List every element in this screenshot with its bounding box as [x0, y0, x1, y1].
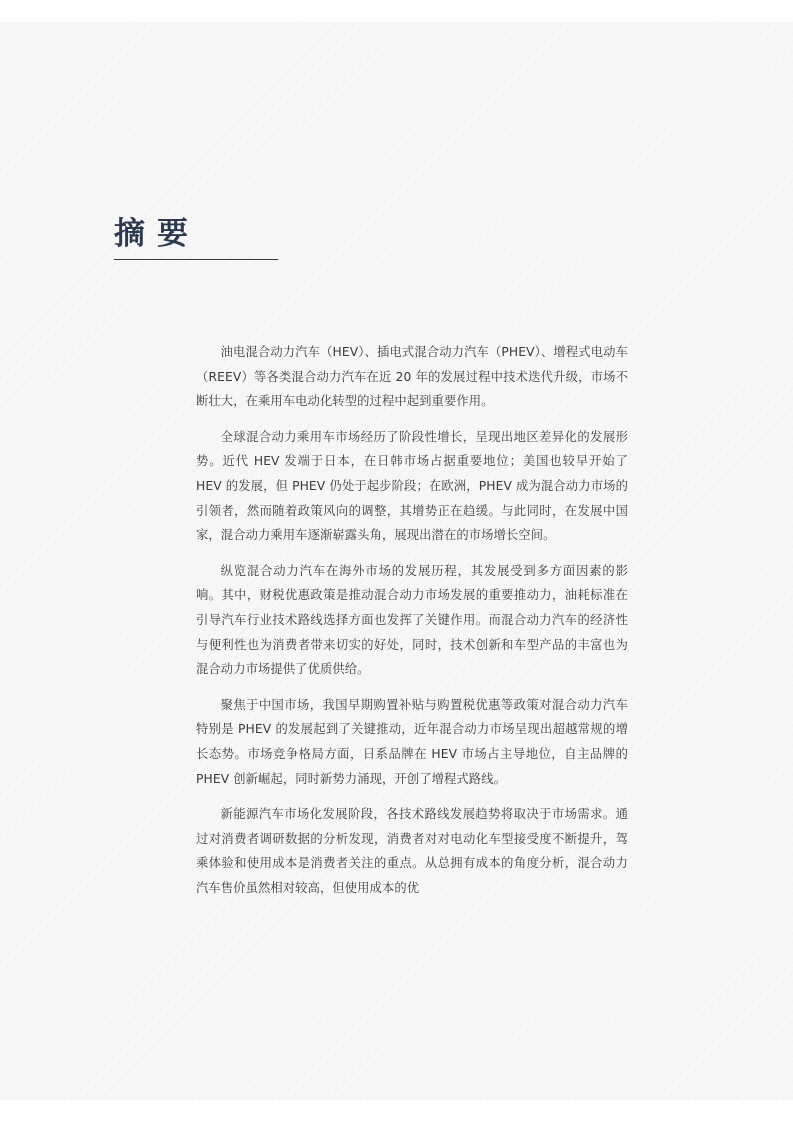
- title-underline: [114, 259, 278, 260]
- paragraph: 纵览混合动力汽车在海外市场的发展历程，其发展受到多方面因素的影响。其中，财税优惠政策是推动混合动力市场发展的重要推动力，油耗标准在引导汽车行业技术路线选择方面也发挥了关键作用。而混合动力汽车的经济性与便利性也为消费者带来切实的好处，同时，技术创新和车型产品的丰富也为混合动力市场提供了优质供给。: [196, 563, 628, 677]
- paragraph: 聚焦于中国市场，我国早期购置补贴与购置税优惠等政策对混合动力汽车特别是 PHEV 的发展起到了关键推动，近年混合动力市场呈现出超越常规的增长态势。市场竞争格局方面，日系品牌在 HEV 市场占主导地位，自主品牌的 PHEV 创新崛起，同时新势力涌现，开创了增程式路线。: [196, 697, 628, 786]
- page-title: 摘要: [114, 216, 200, 252]
- paragraph: 油电混合动力汽车（HEV）、插电式混合动力汽车（PHEV）、增程式电动车（REEV）等各类混合动力汽车在近 20 年的发展过程中技术迭代升级，市场不断壮大，在乘用车电动化转型的过程中起到重要作用。: [196, 345, 628, 409]
- abstract-body: [196, 340, 628, 911]
- paragraph: 全球混合动力乘用车市场经历了阶段性增长，呈现出地区差异化的发展形势。近代 HEV 发端于日本，在日韩市场占据重要地位；美国也较早开始了 HEV 的发展，但 PHEV 仍处于起步阶段；在欧洲，PHEV 成为混合动力市场的引领者，然而随着政策风向的调整，其增势正在趋缓。与此同时，在发展中国家，混合动力乘用车逐渐崭露头角，展现出潜在的市场增长空间。: [196, 429, 628, 543]
- paragraph: 新能源汽车市场化发展阶段，各技术路线发展趋势将取决于市场需求。通过对消费者调研数据的分析发现，消费者对对电动化车型接受度不断提升，驾乘体验和使用成本是消费者关注的重点。从总拥有成本的角度分析，混合动力汽车售价虽然相对较高，但使用成本的优: [196, 807, 628, 895]
- page-sheet: [0, 22, 793, 1100]
